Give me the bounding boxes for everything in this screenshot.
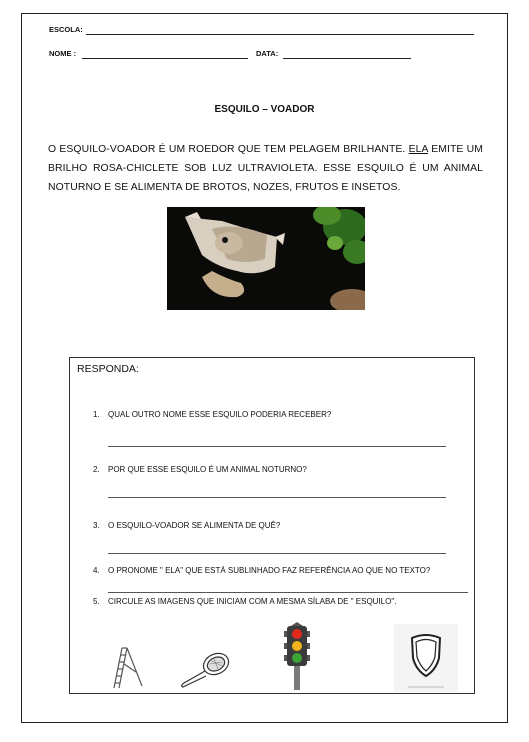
shield-icon[interactable] [394, 624, 458, 692]
question-number: 2. [93, 465, 100, 474]
flying-squirrel-illustration [167, 207, 365, 310]
hairbrush-icon[interactable] [178, 650, 232, 688]
paragraph-part-2: EMITE UM BRILHO ROSA-CHICLETE SOB LUZ ULTRAVIOLETA. ESSE ESQUILO É UM ANIMAL NOTURNO E SE ALIMENTA DE BROTOS, NOZES, FRUTOS E INSETOS. [48, 144, 483, 193]
question-2 [93, 465, 307, 474]
question-text: O ESQUILO-VOADOR SE ALIMENTA DE QUÊ? [108, 521, 281, 530]
question-number: 5. [93, 597, 100, 606]
school-label: ESCOLA: [49, 25, 83, 34]
date-field-line [283, 58, 411, 59]
question-text: POR QUE ESSE ESQUILO É UM ANIMAL NOTURNO? [108, 465, 307, 474]
question-3 [93, 521, 280, 530]
traffic-light-icon[interactable] [282, 622, 312, 692]
question-text: QUAL OUTRO NOME ESSE ESQUILO PODERIA RECEBER? [108, 410, 332, 419]
answer-line-3[interactable] [108, 553, 446, 554]
date-label: DATA: [256, 49, 279, 58]
name-field-line [82, 58, 248, 59]
question-number: 1. [93, 410, 100, 419]
exercise-heading: RESPONDA: [77, 363, 139, 375]
answer-line-1[interactable] [108, 446, 446, 447]
question-1 [93, 410, 331, 419]
question-4 [93, 566, 430, 575]
underlined-pronoun: ELA [408, 144, 428, 155]
question-text: O PRONOME " ELA" QUE ESTÁ SUBLINHADO FAZ REFERÊNCIA AO QUE NO TEXTO? [108, 566, 431, 575]
school-field-line [86, 34, 474, 35]
reading-paragraph [48, 140, 483, 197]
answer-line-4[interactable] [108, 592, 468, 593]
question-5 [93, 597, 396, 606]
question-number: 3. [93, 521, 100, 530]
name-label: NOME : [49, 49, 77, 58]
ladder-icon[interactable] [110, 646, 146, 690]
paragraph-part-1: O ESQUILO-VOADOR É UM ROEDOR QUE TEM PELAGEM BRILHANTE. [48, 144, 409, 155]
page-title: ESQUILO – VOADOR [214, 104, 315, 115]
flying-squirrel-photo [167, 207, 365, 310]
answer-line-2[interactable] [108, 497, 446, 498]
question-text: CIRCULE AS IMAGENS QUE INICIAM COM A MESMA SÍLABA DE " ESQUILO". [108, 597, 397, 606]
question-number: 4. [93, 566, 100, 575]
